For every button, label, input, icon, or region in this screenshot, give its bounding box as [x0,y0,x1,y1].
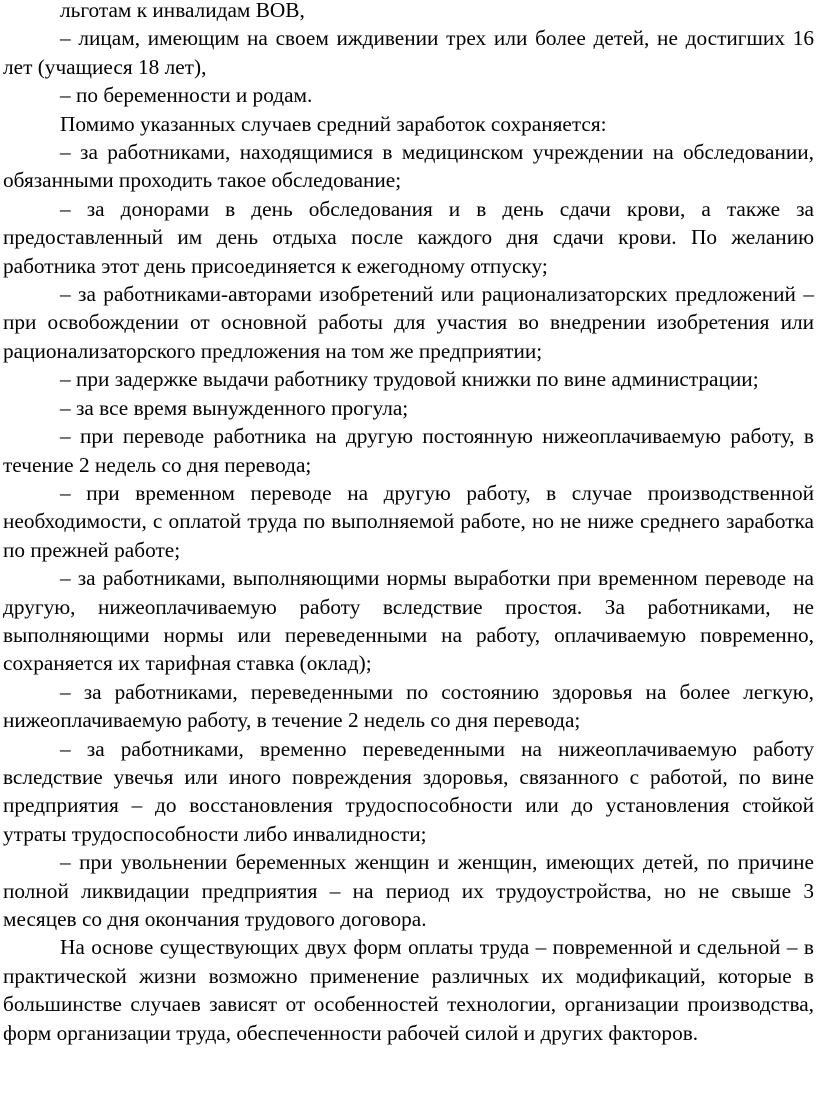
paragraph-14: – за работниками, временно переведенными на нижеоплачиваемую работу вследствие увечья или иного повреждения здоровья, связанного с работой, по вине предприятия – до восстановления трудоспособности или до установления стойкой утраты трудоспособности либо инвалидности; [3,736,814,846]
paragraph-16: На основе существующих двух форм оплаты труда – повременной и сдельной – в практической жизни возможно применение различных их модификаций, которые в большинстве случаев зависят от особенностей технологии, организации производства, форм организации труда, обеспеченности рабочей силой и других факторов. [3,935,814,1045]
paragraph-9: – за все время вынужденного прогула; [60,395,409,420]
paragraph-3: – по беременности и родам. [60,83,313,108]
paragraph-8: – при задержке выдачи работнику трудовой книжки по вине администрации; [60,367,759,392]
paragraph-12: – за работниками, выполняющими нормы выработки при временном переводе на другую, нижеоплачиваемую работу вследствие простоя. За работниками, не выполняющими нормы или переведенными на работу, оплачиваемую повременно, сохраняется их тарифная ставка (оклад); [3,566,814,676]
paragraph-11: – при временном переводе на другую работу, в случае производственной необходимости, с оплатой труда по выполняемой работе, но не ниже среднего заработка по прежней работе; [3,480,814,562]
paragraph-4: Помимо указанных случаев средний заработок сохраняется: [60,111,607,136]
paragraph-10: – при переводе работника на другую постоянную нижеоплачиваемую работу, в течение 2 недель со дня перевода; [3,424,814,477]
paragraph-13: – за работниками, переведенными по состоянию здоровья на более легкую, нижеоплачиваемую работу, в течение 2 недель со дня перевода; [3,679,814,733]
paragraph-1: льготам к инвалидам ВОВ, [60,0,305,22]
paragraph-15: – при увольнении беременных женщин и женщин, имеющих детей, по причине полной ликвидации предприятия – на период их трудоустройства, но не свыше 3 месяцев со дня окончания трудового договора. [3,850,814,931]
paragraph-2: – лицам, имеющим на своем иждивении трех или более детей, не достигших 16 лет (учащиеся 18 лет), [3,26,814,79]
paragraph-6: – за донорами в день обследования и в день сдачи крови, а также за предоставленный им день отдыха после каждого дня сдачи крови. По желанию работника этот день присоединяется к ежегодному отпуску; [3,196,814,278]
paragraph-5: – за работниками, находящимися в медицинском учреждении на обследовании, обязанными проходить такое обследование; [3,140,814,193]
paragraph-7: – за работниками-авторами изобретений или рационализаторских предложений – при освобождении от основной работы для участия во внедрении изобретения или рационализаторского предложения на том же предприятии; [3,282,814,363]
